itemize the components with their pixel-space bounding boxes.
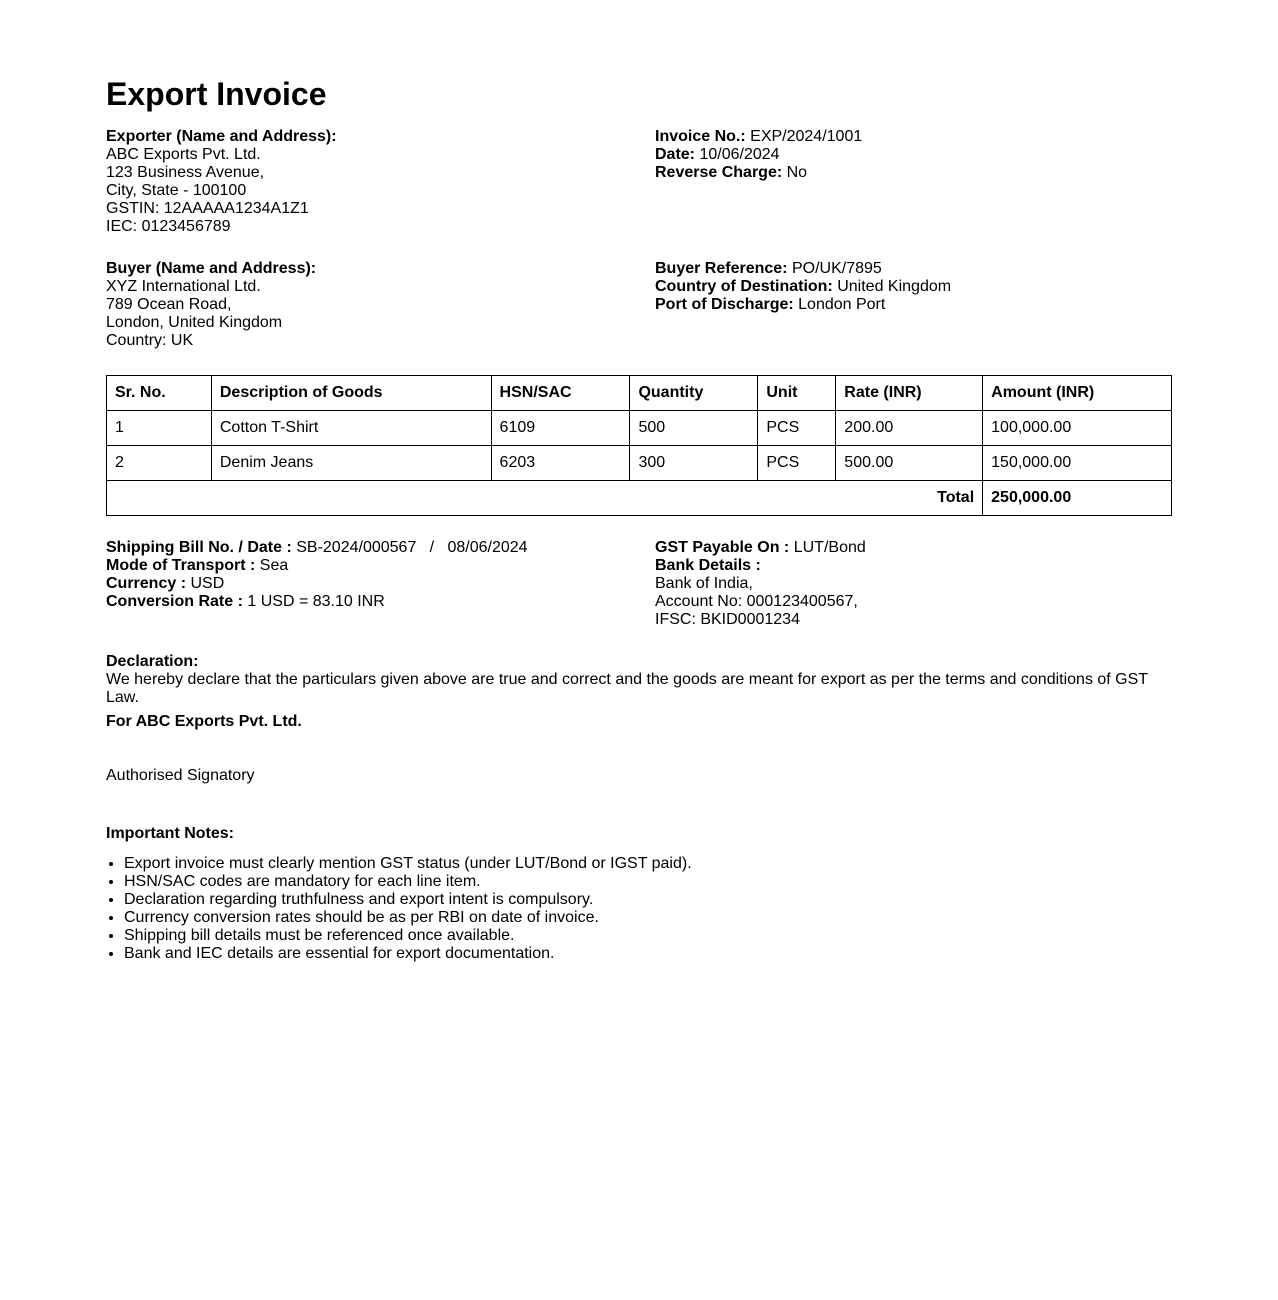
cell-quantity: 500	[630, 411, 758, 446]
exporter-block	[106, 128, 337, 236]
declaration-heading: Declaration:	[106, 653, 199, 670]
cell-description: Denim Jeans	[211, 446, 491, 481]
bank-line: IFSC: BKID0001234	[655, 611, 800, 628]
table-header-row	[107, 376, 1172, 411]
col-header-unit: Unit	[758, 376, 836, 411]
list-item: • Declaration regarding truthfulness and export intent is compulsory.	[124, 891, 692, 909]
buyer-line: London, United Kingdom	[106, 314, 283, 331]
exporter-line: GSTIN: 12AAAAA1234A1Z1	[106, 200, 309, 217]
gst-bank-block	[655, 539, 866, 629]
page-title: Export Invoice	[106, 76, 327, 112]
list-item: • Currency conversion rates should be as per RBI on date of invoice.	[124, 909, 692, 927]
buyer-line: Country: UK	[106, 332, 194, 349]
col-header-hsn-sac: HSN/SAC	[491, 376, 630, 411]
cell-rate: 200.00	[836, 411, 983, 446]
shipping-block	[106, 539, 528, 611]
cell-unit: PCS	[758, 411, 836, 446]
col-header-amount: Amount (INR)	[983, 376, 1172, 411]
col-header-description: Description of Goods	[211, 376, 491, 411]
port-of-discharge: Port of Discharge: London Port	[655, 296, 886, 313]
conversion-rate: Conversion Rate : 1 USD = 83.10 INR	[106, 593, 385, 610]
notes-heading: Important Notes:	[106, 825, 234, 842]
exporter-line: ABC Exports Pvt. Ltd.	[106, 146, 261, 163]
declaration-text: We hereby declare that the particulars given above are true and correct and the goods are meant for export as per the terms and conditions of GST Law.	[106, 671, 1148, 706]
list-item: • HSN/SAC codes are mandatory for each line item.	[124, 873, 692, 891]
currency: Currency : USD	[106, 575, 225, 592]
buyer-heading: Buyer (Name and Address):	[106, 260, 317, 277]
cell-hsn-sac: 6109	[491, 411, 630, 446]
gst-payable-on: GST Payable On : LUT/Bond	[655, 539, 866, 556]
total-amount: 250,000.00	[983, 481, 1172, 516]
authorised-signatory: Authorised Signatory	[106, 767, 255, 784]
shipping-bill: Shipping Bill No. / Date : SB-2024/000567 / 08/06/2024	[106, 539, 528, 556]
cell-rate: 500.00	[836, 446, 983, 481]
table-row	[107, 411, 1172, 446]
invoice-meta-block	[655, 128, 862, 182]
for-company: For ABC Exports Pvt. Ltd.	[106, 713, 302, 730]
cell-amount: 100,000.00	[983, 411, 1172, 446]
cell-sr-no: 1	[107, 411, 212, 446]
reverse-charge: Reverse Charge: No	[655, 164, 808, 181]
country-of-destination: Country of Destination: United Kingdom	[655, 278, 952, 295]
list-item: • Shipping bill details must be referenced once available.	[124, 927, 692, 945]
bank-line: Account No: 000123400567,	[655, 593, 858, 610]
buyer-line: XYZ International Ltd.	[106, 278, 261, 295]
invoice-date: Date: 10/06/2024	[655, 146, 780, 163]
bank-line: Bank of India,	[655, 575, 753, 592]
exporter-heading: Exporter (Name and Address):	[106, 128, 337, 145]
list-item: • Bank and IEC details are essential for export documentation.	[124, 945, 692, 963]
buyer-reference: Buyer Reference: PO/UK/7895	[655, 260, 882, 277]
buyer-block	[106, 260, 316, 350]
cell-hsn-sac: 6203	[491, 446, 630, 481]
cell-quantity: 300	[630, 446, 758, 481]
exporter-line: City, State - 100100	[106, 182, 247, 199]
col-header-sr-no: Sr. No.	[107, 376, 212, 411]
table-row	[107, 446, 1172, 481]
cell-amount: 150,000.00	[983, 446, 1172, 481]
bank-details-heading: Bank Details :	[655, 557, 761, 574]
exporter-line: IEC: 0123456789	[106, 218, 231, 235]
exporter-line: 123 Business Avenue,	[106, 164, 265, 181]
col-header-quantity: Quantity	[630, 376, 758, 411]
cell-unit: PCS	[758, 446, 836, 481]
col-header-rate: Rate (INR)	[836, 376, 983, 411]
mode-of-transport: Mode of Transport : Sea	[106, 557, 289, 574]
buyer-meta-block	[655, 260, 951, 314]
notes-list	[106, 855, 692, 963]
list-item: • Export invoice must clearly mention GST status (under LUT/Bond or IGST paid).	[124, 855, 692, 873]
items-table	[106, 375, 1172, 516]
invoice-number: Invoice No.: EXP/2024/1001	[655, 128, 863, 145]
declaration-block	[106, 653, 1172, 707]
table-total-row	[107, 481, 1172, 516]
cell-description: Cotton T-Shirt	[211, 411, 491, 446]
buyer-line: 789 Ocean Road,	[106, 296, 232, 313]
total-label: Total	[107, 481, 983, 516]
cell-sr-no: 2	[107, 446, 212, 481]
